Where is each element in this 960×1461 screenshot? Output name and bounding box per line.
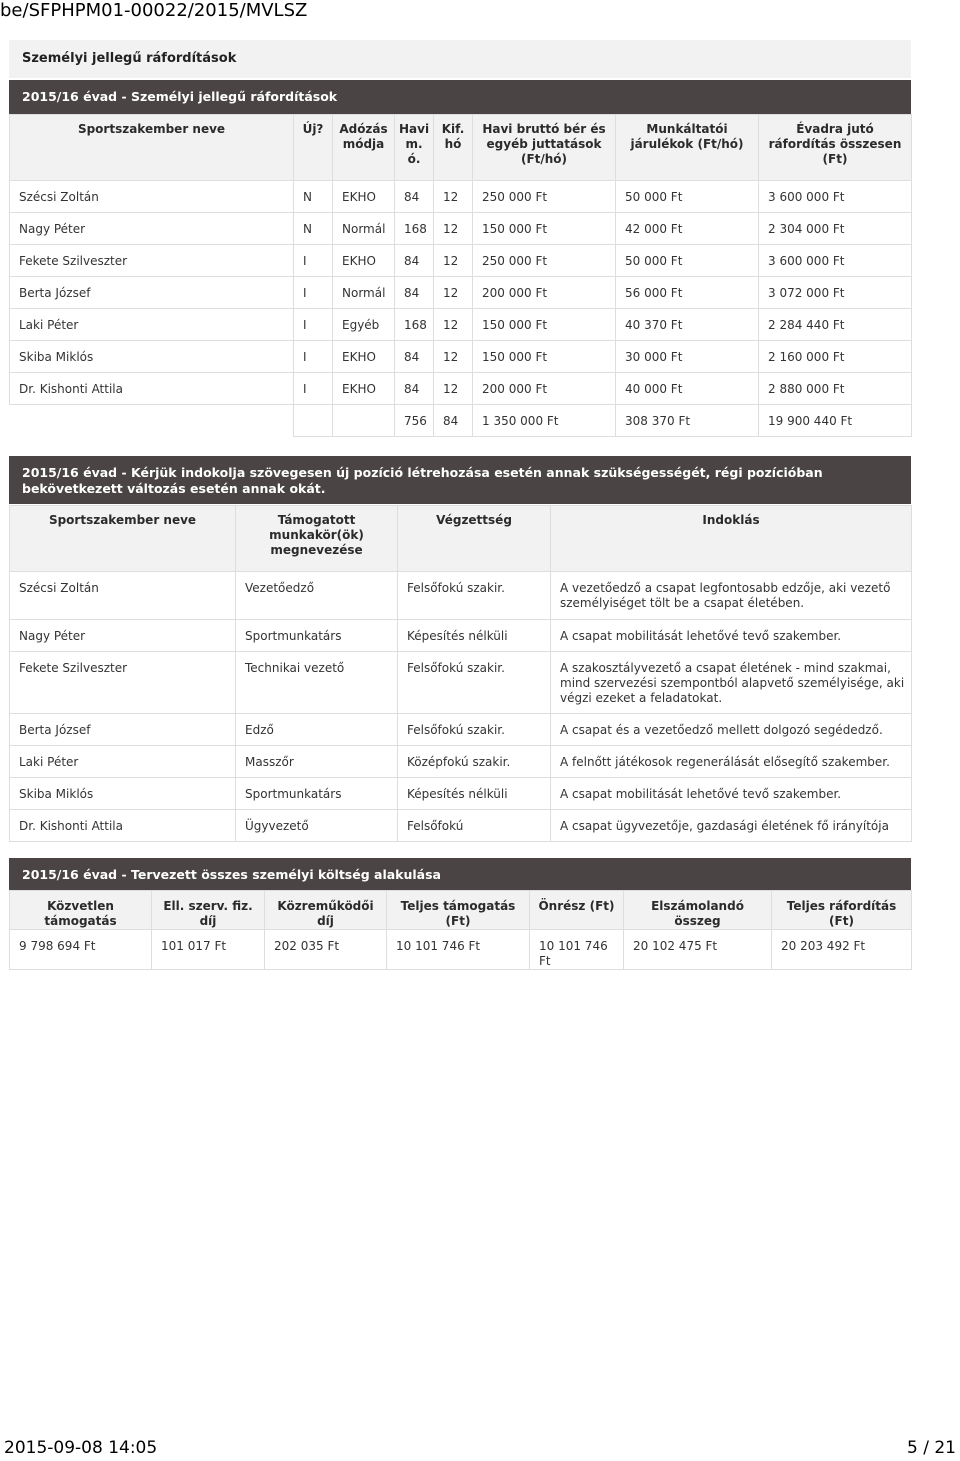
table-cell: 101 017 Ft: [152, 930, 265, 970]
table-cell: 168: [395, 309, 434, 341]
table-cell: Skiba Miklós: [10, 341, 294, 373]
table-cell: 2 880 000 Ft: [759, 373, 912, 405]
table-row: [10, 245, 912, 277]
table3-title-bar: 2015/16 évad - Tervezett összes személyi költség alakulása: [9, 858, 911, 890]
table1-title-bar: 2015/16 évad - Személyi jellegű ráfordítások: [9, 80, 911, 114]
table-cell: Dr. Kishonti Attila: [10, 373, 294, 405]
table-cell: 84: [395, 373, 434, 405]
table-cell: Edző: [236, 714, 398, 746]
table-cell: Laki Péter: [10, 746, 236, 778]
document-id: be/SFPHPM01-00022/2015/MVLSZ: [0, 0, 308, 21]
column-header: Sportszakember neve: [10, 506, 236, 572]
table-cell: 84: [395, 245, 434, 277]
column-header: Havi m. ó.: [395, 115, 434, 181]
table-row: [10, 930, 912, 970]
table-row: [10, 181, 912, 213]
personnel-costs-table: [9, 114, 912, 437]
table-cell: 20 203 492 Ft: [772, 930, 912, 970]
table-cell: 9 798 694 Ft: [10, 930, 152, 970]
table-cell: Képesítés nélküli: [398, 620, 551, 652]
table-cell: N: [294, 213, 333, 245]
table-cell: EKHO: [333, 373, 395, 405]
table-cell: I: [294, 277, 333, 309]
table-cell: 10 101 746 Ft: [530, 930, 624, 970]
table-cell: 200 000 Ft: [473, 277, 616, 309]
table2-body: [10, 572, 912, 842]
table-cell: Sportmunkatárs: [236, 778, 398, 810]
table3-header-row: [10, 891, 912, 930]
column-header: Sportszakember neve: [10, 115, 294, 181]
table-cell: Masszőr: [236, 746, 398, 778]
table-row: [10, 341, 912, 373]
empty-cell: [10, 405, 294, 437]
table-cell: 2 160 000 Ft: [759, 341, 912, 373]
table-cell: 150 000 Ft: [473, 309, 616, 341]
table-cell: 42 000 Ft: [616, 213, 759, 245]
table-cell: A szakosztályvezető a csapat életének - mind szakmai, mind szervezési szempontból alapvető személyisége, aki végzi ezeket a feladatokat.: [551, 652, 912, 714]
table-cell: 150 000 Ft: [473, 341, 616, 373]
table1-body: [10, 181, 912, 437]
table-cell: 50 000 Ft: [616, 181, 759, 213]
column-header: Teljes ráfordítás (Ft): [772, 891, 912, 930]
table-cell: 12: [434, 213, 473, 245]
table-row: [10, 620, 912, 652]
table-cell: Berta József: [10, 714, 236, 746]
table-cell: 2 304 000 Ft: [759, 213, 912, 245]
table-row: [10, 652, 912, 714]
table-cell: 250 000 Ft: [473, 245, 616, 277]
table-cell: Dr. Kishonti Attila: [10, 810, 236, 842]
total-cell: 308 370 Ft: [616, 405, 759, 437]
table-cell: 2 284 440 Ft: [759, 309, 912, 341]
table-cell: I: [294, 341, 333, 373]
table2-title-bar: 2015/16 évad - Kérjük indokolja szövegesen új pozíció létrehozása esetén annak szükségességét, régi pozícióban bekövetkezett változás esetén annak okát.: [9, 456, 911, 504]
total-costs-table: [9, 890, 912, 970]
table-cell: A csapat mobilitását lehetővé tevő szakember.: [551, 620, 912, 652]
table-cell: I: [294, 245, 333, 277]
table-cell: EKHO: [333, 181, 395, 213]
table-cell: Normál: [333, 213, 395, 245]
table-cell: Laki Péter: [10, 309, 294, 341]
table-cell: Berta József: [10, 277, 294, 309]
total-cell: 1 350 000 Ft: [473, 405, 616, 437]
table-cell: 40 000 Ft: [616, 373, 759, 405]
table-cell: 12: [434, 341, 473, 373]
table-cell: 150 000 Ft: [473, 213, 616, 245]
table-cell: 168: [395, 213, 434, 245]
total-cell: 756: [395, 405, 434, 437]
table-cell: Nagy Péter: [10, 620, 236, 652]
table-cell: Fekete Szilveszter: [10, 245, 294, 277]
footer-timestamp: 2015-09-08 14:05: [4, 1438, 158, 1458]
column-header: Havi bruttó bér és egyéb juttatások (Ft/hó): [473, 115, 616, 181]
table-row: [10, 373, 912, 405]
table-row: [10, 810, 912, 842]
table1-header-row: [10, 115, 912, 181]
totals-row: [10, 405, 912, 437]
table-cell: Ügyvezető: [236, 810, 398, 842]
table-cell: 50 000 Ft: [616, 245, 759, 277]
table-cell: Képesítés nélküli: [398, 778, 551, 810]
column-header: Évadra jutó ráfordítás összesen (Ft): [759, 115, 912, 181]
table-cell: 12: [434, 245, 473, 277]
table-row: [10, 714, 912, 746]
table-row: [10, 572, 912, 620]
table-cell: Felsőfokú szakir.: [398, 572, 551, 620]
table-cell: 250 000 Ft: [473, 181, 616, 213]
table-cell: 12: [434, 373, 473, 405]
total-cell: [294, 405, 333, 437]
table-cell: Felsőfokú: [398, 810, 551, 842]
table-cell: Skiba Miklós: [10, 778, 236, 810]
table-row: [10, 213, 912, 245]
table-cell: A felnőtt játékosok regenerálását elősegítő szakember.: [551, 746, 912, 778]
column-header: Adózás módja: [333, 115, 395, 181]
table-cell: Normál: [333, 277, 395, 309]
table-cell: 30 000 Ft: [616, 341, 759, 373]
table-cell: Szécsi Zoltán: [10, 572, 236, 620]
table-cell: Fekete Szilveszter: [10, 652, 236, 714]
column-header: Ell. szerv. fiz. díj: [152, 891, 265, 930]
table-cell: 84: [395, 181, 434, 213]
table-cell: 20 102 475 Ft: [624, 930, 772, 970]
table-cell: 84: [395, 341, 434, 373]
table-cell: Felsőfokú szakir.: [398, 714, 551, 746]
table-row: [10, 309, 912, 341]
total-cell: 84: [434, 405, 473, 437]
table-cell: Középfokú szakir.: [398, 746, 551, 778]
table-cell: 40 370 Ft: [616, 309, 759, 341]
table3-body: [10, 930, 912, 970]
table-cell: 84: [395, 277, 434, 309]
table-cell: Technikai vezető: [236, 652, 398, 714]
table-cell: I: [294, 309, 333, 341]
table-cell: 3 072 000 Ft: [759, 277, 912, 309]
table-cell: Szécsi Zoltán: [10, 181, 294, 213]
justification-table: [9, 505, 912, 842]
column-header: Elszámolandó összeg: [624, 891, 772, 930]
table-cell: Egyéb: [333, 309, 395, 341]
table-cell: 12: [434, 181, 473, 213]
table2-header-row: [10, 506, 912, 572]
column-header: Kif. hó: [434, 115, 473, 181]
table-cell: 3 600 000 Ft: [759, 181, 912, 213]
column-header: Támogatott munkakör(ök) megnevezése: [236, 506, 398, 572]
table-cell: 3 600 000 Ft: [759, 245, 912, 277]
column-header: Önrész (Ft): [530, 891, 624, 930]
table-cell: A csapat és a vezetőedző mellett dolgozó segédedző.: [551, 714, 912, 746]
table-cell: 56 000 Ft: [616, 277, 759, 309]
column-header: Közreműködői díj: [265, 891, 387, 930]
column-header: Közvetlen támogatás: [10, 891, 152, 930]
column-header: Végzettség: [398, 506, 551, 572]
table-cell: Vezetőedző: [236, 572, 398, 620]
table-cell: 202 035 Ft: [265, 930, 387, 970]
footer-page-number: 5 / 21: [907, 1438, 956, 1458]
table-cell: 10 101 746 Ft: [387, 930, 530, 970]
table-cell: A vezetőedző a csapat legfontosabb edzője, aki vezető személyiséget tölt be a csapat életében.: [551, 572, 912, 620]
table-cell: N: [294, 181, 333, 213]
table-row: [10, 778, 912, 810]
table-cell: 12: [434, 277, 473, 309]
section-title: Személyi jellegű ráfordítások: [9, 40, 911, 78]
table-cell: 200 000 Ft: [473, 373, 616, 405]
table-cell: Nagy Péter: [10, 213, 294, 245]
table-cell: Felsőfokú szakir.: [398, 652, 551, 714]
total-cell: 19 900 440 Ft: [759, 405, 912, 437]
column-header: Teljes támogatás (Ft): [387, 891, 530, 930]
table-cell: I: [294, 373, 333, 405]
table-cell: A csapat ügyvezetője, gazdasági életének fő irányítója: [551, 810, 912, 842]
column-header: Új?: [294, 115, 333, 181]
table-cell: EKHO: [333, 341, 395, 373]
table-cell: EKHO: [333, 245, 395, 277]
column-header: Indoklás: [551, 506, 912, 572]
column-header: Munkáltatói járulékok (Ft/hó): [616, 115, 759, 181]
table-cell: Sportmunkatárs: [236, 620, 398, 652]
total-cell: [333, 405, 395, 437]
table-row: [10, 277, 912, 309]
table-cell: 12: [434, 309, 473, 341]
table-cell: A csapat mobilitását lehetővé tevő szakember.: [551, 778, 912, 810]
table-row: [10, 746, 912, 778]
